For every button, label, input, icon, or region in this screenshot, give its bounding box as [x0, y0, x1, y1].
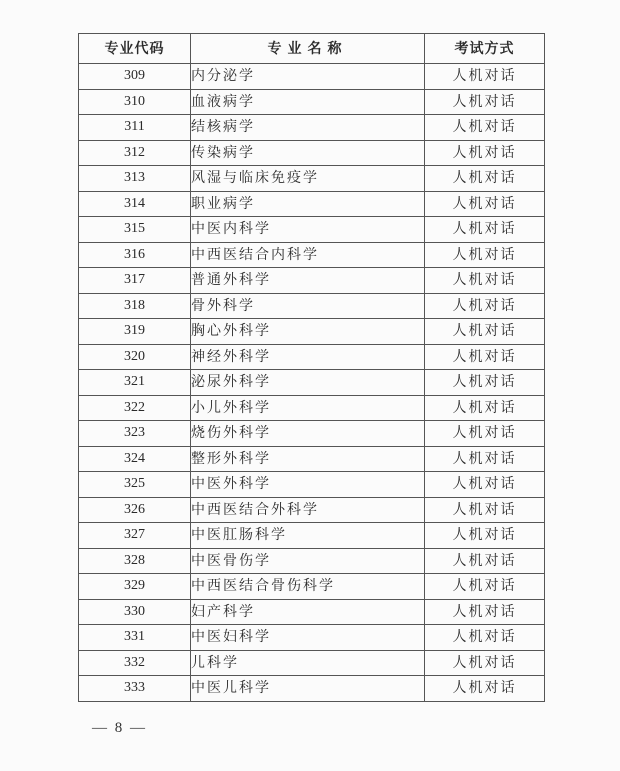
specialty-name-cell: 中医肛肠科学: [191, 523, 425, 549]
specialty-name-cell: 妇产科学: [191, 599, 425, 625]
table-row: [79, 319, 545, 345]
exam-mode-cell: 人机对话: [425, 89, 545, 115]
exam-mode-cell: 人机对话: [425, 574, 545, 600]
table-header-row: [79, 34, 545, 64]
specialty-code-cell: 310: [79, 89, 191, 115]
table-row: [79, 89, 545, 115]
table-row: [79, 574, 545, 600]
exam-mode-cell: 人机对话: [425, 140, 545, 166]
table-row: [79, 599, 545, 625]
exam-mode-cell: 人机对话: [425, 497, 545, 523]
specialty-name-cell: 泌尿外科学: [191, 370, 425, 396]
table-row: [79, 64, 545, 90]
specialty-name-cell: 血液病学: [191, 89, 425, 115]
specialty-code-cell: 327: [79, 523, 191, 549]
specialty-code-cell: 318: [79, 293, 191, 319]
specialty-code-cell: 326: [79, 497, 191, 523]
specialty-name-cell: 中西医结合外科学: [191, 497, 425, 523]
table-row: [79, 217, 545, 243]
exam-mode-cell: 人机对话: [425, 293, 545, 319]
specialty-code-cell: 331: [79, 625, 191, 651]
table-row: [79, 268, 545, 294]
exam-mode-cell: 人机对话: [425, 217, 545, 243]
page-number: — 8 —: [92, 720, 147, 736]
specialty-name-cell: 传染病学: [191, 140, 425, 166]
specialty-name-cell: 风湿与临床免疫学: [191, 166, 425, 192]
specialty-code-cell: 314: [79, 191, 191, 217]
exam-mode-cell: 人机对话: [425, 472, 545, 498]
exam-mode-cell: 人机对话: [425, 319, 545, 345]
table-row: [79, 650, 545, 676]
specialty-name-cell: 骨外科学: [191, 293, 425, 319]
table-body: [79, 64, 545, 702]
specialty-name-cell: 中医儿科学: [191, 676, 425, 702]
specialty-code-cell: 330: [79, 599, 191, 625]
specialty-name-cell: 小儿外科学: [191, 395, 425, 421]
specialty-name-cell: 内分泌学: [191, 64, 425, 90]
specialty-code-cell: 321: [79, 370, 191, 396]
table-row: [79, 497, 545, 523]
exam-mode-cell: 人机对话: [425, 446, 545, 472]
header-specialty-name: 专业名称: [191, 34, 425, 64]
specialty-code-cell: 323: [79, 421, 191, 447]
specialty-name-cell: 儿科学: [191, 650, 425, 676]
table-row: [79, 446, 545, 472]
table-row: [79, 242, 545, 268]
specialty-code-cell: 313: [79, 166, 191, 192]
table-row: [79, 625, 545, 651]
specialty-code-cell: 317: [79, 268, 191, 294]
table-row: [79, 166, 545, 192]
specialty-code-cell: 316: [79, 242, 191, 268]
exam-mode-cell: 人机对话: [425, 650, 545, 676]
specialty-code-cell: 328: [79, 548, 191, 574]
specialty-code-cell: 309: [79, 64, 191, 90]
specialty-name-cell: 职业病学: [191, 191, 425, 217]
specialty-code-cell: 322: [79, 395, 191, 421]
specialty-name-cell: 中医外科学: [191, 472, 425, 498]
exam-mode-cell: 人机对话: [425, 242, 545, 268]
table-row: [79, 472, 545, 498]
specialty-code-cell: 319: [79, 319, 191, 345]
specialty-code-cell: 324: [79, 446, 191, 472]
table-row: [79, 191, 545, 217]
specialty-code-cell: 329: [79, 574, 191, 600]
exam-mode-cell: 人机对话: [425, 395, 545, 421]
table-row: [79, 395, 545, 421]
specialty-exam-table: [78, 33, 545, 702]
exam-mode-cell: 人机对话: [425, 64, 545, 90]
exam-mode-cell: 人机对话: [425, 191, 545, 217]
specialty-code-cell: 320: [79, 344, 191, 370]
table-row: [79, 548, 545, 574]
specialty-name-cell: 胸心外科学: [191, 319, 425, 345]
specialty-name-cell: 整形外科学: [191, 446, 425, 472]
table-row: [79, 140, 545, 166]
exam-mode-cell: 人机对话: [425, 523, 545, 549]
specialty-code-cell: 315: [79, 217, 191, 243]
specialty-name-cell: 中医骨伤学: [191, 548, 425, 574]
exam-mode-cell: 人机对话: [425, 166, 545, 192]
header-exam-mode: 考试方式: [425, 34, 545, 64]
specialty-name-cell: 神经外科学: [191, 344, 425, 370]
specialty-name-cell: 中医内科学: [191, 217, 425, 243]
exam-mode-cell: 人机对话: [425, 370, 545, 396]
exam-mode-cell: 人机对话: [425, 115, 545, 141]
specialty-code-cell: 325: [79, 472, 191, 498]
table-row: [79, 344, 545, 370]
specialty-name-cell: 结核病学: [191, 115, 425, 141]
specialty-name-cell: 中西医结合骨伤科学: [191, 574, 425, 600]
specialty-name-cell: 中西医结合内科学: [191, 242, 425, 268]
table-row: [79, 115, 545, 141]
header-specialty-code: 专业代码: [79, 34, 191, 64]
exam-mode-cell: 人机对话: [425, 625, 545, 651]
exam-mode-cell: 人机对话: [425, 344, 545, 370]
table-row: [79, 293, 545, 319]
table-row: [79, 421, 545, 447]
exam-mode-cell: 人机对话: [425, 421, 545, 447]
specialty-code-cell: 333: [79, 676, 191, 702]
exam-mode-cell: 人机对话: [425, 548, 545, 574]
exam-mode-cell: 人机对话: [425, 676, 545, 702]
specialty-code-cell: 312: [79, 140, 191, 166]
specialty-code-cell: 332: [79, 650, 191, 676]
table-row: [79, 370, 545, 396]
specialty-name-cell: 中医妇科学: [191, 625, 425, 651]
table-row: [79, 523, 545, 549]
exam-mode-cell: 人机对话: [425, 599, 545, 625]
table-row: [79, 676, 545, 702]
specialty-name-cell: 普通外科学: [191, 268, 425, 294]
exam-mode-cell: 人机对话: [425, 268, 545, 294]
specialty-code-cell: 311: [79, 115, 191, 141]
specialty-name-cell: 烧伤外科学: [191, 421, 425, 447]
